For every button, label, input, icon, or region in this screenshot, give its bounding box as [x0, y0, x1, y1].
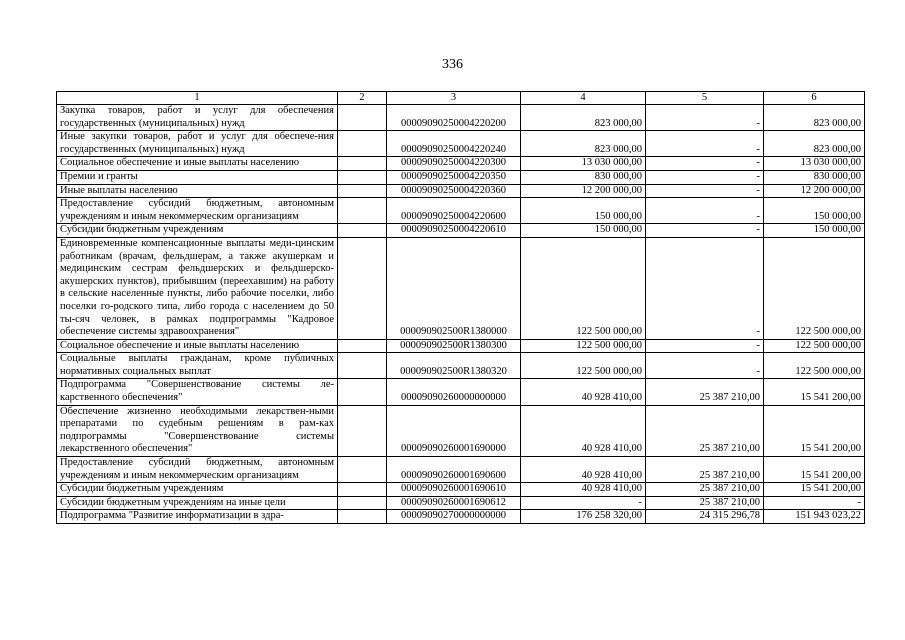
row-code: 00009090260001690612: [387, 496, 521, 510]
row-value-6: -: [764, 496, 865, 510]
row-name: Социальные выплаты гражданам, кроме публичных нормативных социальных выплат: [57, 353, 338, 379]
row-col2: [338, 157, 387, 171]
row-value-6: 15 541 200,00: [764, 483, 865, 497]
table-row: [57, 496, 865, 510]
row-value-5: -: [646, 237, 764, 339]
row-col2: [338, 457, 387, 483]
row-col2: [338, 405, 387, 456]
row-value-6: 15 541 200,00: [764, 457, 865, 483]
row-code: 00009090250004220360: [387, 184, 521, 198]
row-col2: [338, 353, 387, 379]
row-code: 00009090260000000000: [387, 379, 521, 405]
row-value-6: 15 541 200,00: [764, 379, 865, 405]
row-value-5: 25 387 210,00: [646, 379, 764, 405]
row-value-4: 40 928 410,00: [521, 483, 646, 497]
row-col2: [338, 170, 387, 184]
row-value-6: 830 000,00: [764, 170, 865, 184]
row-value-5: -: [646, 105, 764, 131]
table-row: [57, 353, 865, 379]
table-body: [57, 105, 865, 524]
row-value-4: -: [521, 496, 646, 510]
table-row: [57, 170, 865, 184]
row-name: Обеспечение жизненно необходимыми лекарствен-ными препаратами по судебным решениям в рам-ках подпрограммы "Совершенствование системы лекарственного обеспечения": [57, 405, 338, 456]
row-name: Подпрограмма "Совершенствование системы ле-карственного обеспечения": [57, 379, 338, 405]
row-value-6: 151 943 023,22: [764, 510, 865, 524]
row-value-4: 150 000,00: [521, 224, 646, 238]
table-row: [57, 379, 865, 405]
table-row: [57, 339, 865, 353]
table-row: [57, 157, 865, 171]
row-code: 00009090250004220240: [387, 131, 521, 157]
row-value-5: 25 387 210,00: [646, 405, 764, 456]
row-code: 000090902500R1380300: [387, 339, 521, 353]
row-code: 00009090250004220200: [387, 105, 521, 131]
row-name: Социальное обеспечение и иные выплаты населению: [57, 157, 338, 171]
table-row: [57, 184, 865, 198]
column-header-6: 6: [764, 92, 865, 105]
table-row: [57, 105, 865, 131]
row-col2: [338, 339, 387, 353]
row-value-6: 122 500 000,00: [764, 353, 865, 379]
row-col2: [338, 237, 387, 339]
row-value-5: 25 387 210,00: [646, 496, 764, 510]
row-col2: [338, 483, 387, 497]
row-col2: [338, 379, 387, 405]
row-value-5: 24 315 296,78: [646, 510, 764, 524]
row-value-4: 830 000,00: [521, 170, 646, 184]
row-col2: [338, 496, 387, 510]
row-value-6: 13 030 000,00: [764, 157, 865, 171]
table-row: [57, 405, 865, 456]
row-value-5: -: [646, 131, 764, 157]
row-code: 00009090260001690610: [387, 483, 521, 497]
row-name: Подпрограмма "Развитие информатизации в здра-: [57, 510, 338, 524]
row-col2: [338, 510, 387, 524]
row-value-4: 40 928 410,00: [521, 405, 646, 456]
row-value-5: -: [646, 353, 764, 379]
row-code: 00009090250004220600: [387, 198, 521, 224]
row-value-4: 12 200 000,00: [521, 184, 646, 198]
row-value-4: 13 030 000,00: [521, 157, 646, 171]
row-value-4: 122 500 000,00: [521, 237, 646, 339]
row-name: Иные закупки товаров, работ и услуг для обеспече-ния государственных (муниципальных) нужд: [57, 131, 338, 157]
table-row: [57, 224, 865, 238]
row-value-4: 823 000,00: [521, 105, 646, 131]
row-value-6: 150 000,00: [764, 224, 865, 238]
row-name: Субсидии бюджетным учреждениям: [57, 224, 338, 238]
column-header-2: 2: [338, 92, 387, 105]
table-row: [57, 237, 865, 339]
row-value-5: -: [646, 184, 764, 198]
row-name: Субсидии бюджетным учреждениям на иные цели: [57, 496, 338, 510]
page-number: 336: [442, 57, 463, 72]
header-row: [57, 92, 865, 105]
row-code: 00009090260001690600: [387, 457, 521, 483]
row-value-4: 176 258 320,00: [521, 510, 646, 524]
row-value-4: 40 928 410,00: [521, 457, 646, 483]
row-value-6: 12 200 000,00: [764, 184, 865, 198]
row-value-5: -: [646, 224, 764, 238]
row-name: Единовременные компенсационные выплаты меди-цинским работникам (врачам, фельдшерам, а также акушеркам и медицинским сестрам фельдшерских и фельдшерско-акушерских пунктов), прибывшим (переехавшим) на работу в сельские населенные пункты, либо рабочие поселки, либо поселки го-родского типа, либо города с населением до 50 ты-сяч человек, в рамках подпрограммы "Кадровое обеспечение системы здравоохранения": [57, 237, 338, 339]
budget-table: [56, 91, 865, 524]
row-code: 00009090270000000000: [387, 510, 521, 524]
row-value-4: 122 500 000,00: [521, 339, 646, 353]
row-code: 000090902500R1380320: [387, 353, 521, 379]
row-code: 00009090250004220610: [387, 224, 521, 238]
row-value-4: 40 928 410,00: [521, 379, 646, 405]
row-col2: [338, 198, 387, 224]
row-name: Предоставление субсидий бюджетным, автономным учреждениям и иным некоммерческим организациям: [57, 457, 338, 483]
column-header-3: 3: [387, 92, 521, 105]
column-header-1: 1: [57, 92, 338, 105]
row-code: 000090902500R1380000: [387, 237, 521, 339]
row-name: Социальное обеспечение и иные выплаты населению: [57, 339, 338, 353]
row-name: Субсидии бюджетным учреждениям: [57, 483, 338, 497]
row-value-6: 823 000,00: [764, 105, 865, 131]
row-value-4: 150 000,00: [521, 198, 646, 224]
column-header-5: 5: [646, 92, 764, 105]
row-code: 00009090250004220300: [387, 157, 521, 171]
row-value-5: -: [646, 198, 764, 224]
table-row: [57, 510, 865, 524]
row-value-5: -: [646, 170, 764, 184]
row-value-4: 122 500 000,00: [521, 353, 646, 379]
row-col2: [338, 105, 387, 131]
row-value-5: 25 387 210,00: [646, 457, 764, 483]
row-value-5: -: [646, 339, 764, 353]
row-name: Премии и гранты: [57, 170, 338, 184]
table-row: [57, 483, 865, 497]
row-name: Предоставление субсидий бюджетным, автономным учреждениям и иным некоммерческим организациям: [57, 198, 338, 224]
table-row: [57, 198, 865, 224]
row-value-6: 150 000,00: [764, 198, 865, 224]
row-value-6: 823 000,00: [764, 131, 865, 157]
row-col2: [338, 224, 387, 238]
row-name: Закупка товаров, работ и услуг для обеспечения государственных (муниципальных) нужд: [57, 105, 338, 131]
row-value-5: 25 387 210,00: [646, 483, 764, 497]
row-value-6: 122 500 000,00: [764, 237, 865, 339]
row-code: 00009090250004220350: [387, 170, 521, 184]
column-header-4: 4: [521, 92, 646, 105]
row-value-6: 15 541 200,00: [764, 405, 865, 456]
row-value-5: -: [646, 157, 764, 171]
row-col2: [338, 131, 387, 157]
table-row: [57, 131, 865, 157]
row-col2: [338, 184, 387, 198]
row-code: 00009090260001690000: [387, 405, 521, 456]
row-value-4: 823 000,00: [521, 131, 646, 157]
row-value-6: 122 500 000,00: [764, 339, 865, 353]
table-row: [57, 457, 865, 483]
row-name: Иные выплаты населению: [57, 184, 338, 198]
